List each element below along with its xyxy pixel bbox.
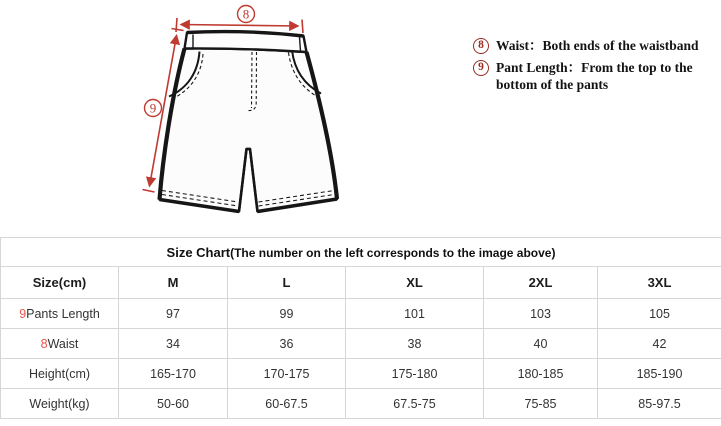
- table-cell: 67.5-75: [346, 389, 484, 419]
- table-cell: 99: [228, 299, 346, 329]
- row-label-text: Waist: [47, 336, 79, 351]
- row-ref-number: 8: [40, 336, 48, 351]
- table-cell: 185-190: [598, 359, 721, 389]
- col-header-3xl: 3XL: [598, 267, 721, 299]
- waist-marker-badge: [238, 6, 255, 23]
- row-ref-number: 9: [19, 306, 27, 321]
- table-cell: 40: [484, 329, 598, 359]
- table-row-waist: [1, 329, 721, 359]
- table-cell: 170-175: [228, 359, 346, 389]
- table-cell: 60-67.5: [228, 389, 346, 419]
- col-header-2xl: 2XL: [484, 267, 598, 299]
- col-header-xl: XL: [346, 267, 484, 299]
- waist-marker-number: 8: [242, 6, 250, 22]
- table-cell: 38: [346, 329, 484, 359]
- length-marker-badge: [145, 100, 162, 117]
- table-cell: 103: [484, 299, 598, 329]
- table-cell: 34: [119, 329, 228, 359]
- legend-line: Waist：Both ends of the waistband: [496, 38, 699, 53]
- pant-length-badge: 9: [473, 60, 489, 76]
- table-cell: 36: [228, 329, 346, 359]
- table-cell: 105: [598, 299, 721, 329]
- table-title: [1, 238, 721, 267]
- row-label-text: Height(cm): [28, 366, 91, 381]
- pant-length-description: [496, 59, 693, 93]
- shorts-line-art: [160, 32, 338, 212]
- table-row-pants-length: [1, 299, 721, 329]
- table-cell: 101: [346, 299, 484, 329]
- table-title-row: [1, 238, 721, 267]
- col-header-m: M: [119, 267, 228, 299]
- table-row-weight: [1, 389, 721, 419]
- legend-item-pant-length: [473, 59, 717, 93]
- legend-line: Pant Length：From the top to the: [496, 60, 693, 75]
- row-label: [1, 329, 119, 359]
- table-header-row: [1, 267, 721, 299]
- row-label: [1, 389, 119, 419]
- row-label: [1, 359, 119, 389]
- size-chart-title-note: (The number on the left corresponds to the image above): [230, 245, 556, 260]
- row-label-text: Pants Length: [26, 306, 100, 321]
- col-header-size: Size(cm): [1, 267, 119, 299]
- table-cell: 85-97.5: [598, 389, 721, 419]
- waist-badge: 8: [473, 38, 489, 54]
- table-cell: 50-60: [119, 389, 228, 419]
- table-cell: 165-170: [119, 359, 228, 389]
- legend-item-waist: [473, 37, 717, 54]
- row-label-text: Weight(kg): [29, 396, 90, 411]
- col-header-l: L: [228, 267, 346, 299]
- table-cell: 175-180: [346, 359, 484, 389]
- table-cell: 42: [598, 329, 721, 359]
- table-cell: 180-185: [484, 359, 598, 389]
- waist-description: [496, 37, 699, 54]
- legend-line: bottom of the pants: [496, 77, 609, 92]
- table-cell: 75-85: [484, 389, 598, 419]
- table-cell: 97: [119, 299, 228, 329]
- measurement-legend: [473, 37, 717, 98]
- table-row-height: [1, 359, 721, 389]
- length-marker-number: 9: [149, 100, 157, 116]
- size-chart-title: Size Chart: [166, 244, 231, 260]
- size-chart-table: [0, 237, 721, 419]
- row-label: [1, 299, 119, 329]
